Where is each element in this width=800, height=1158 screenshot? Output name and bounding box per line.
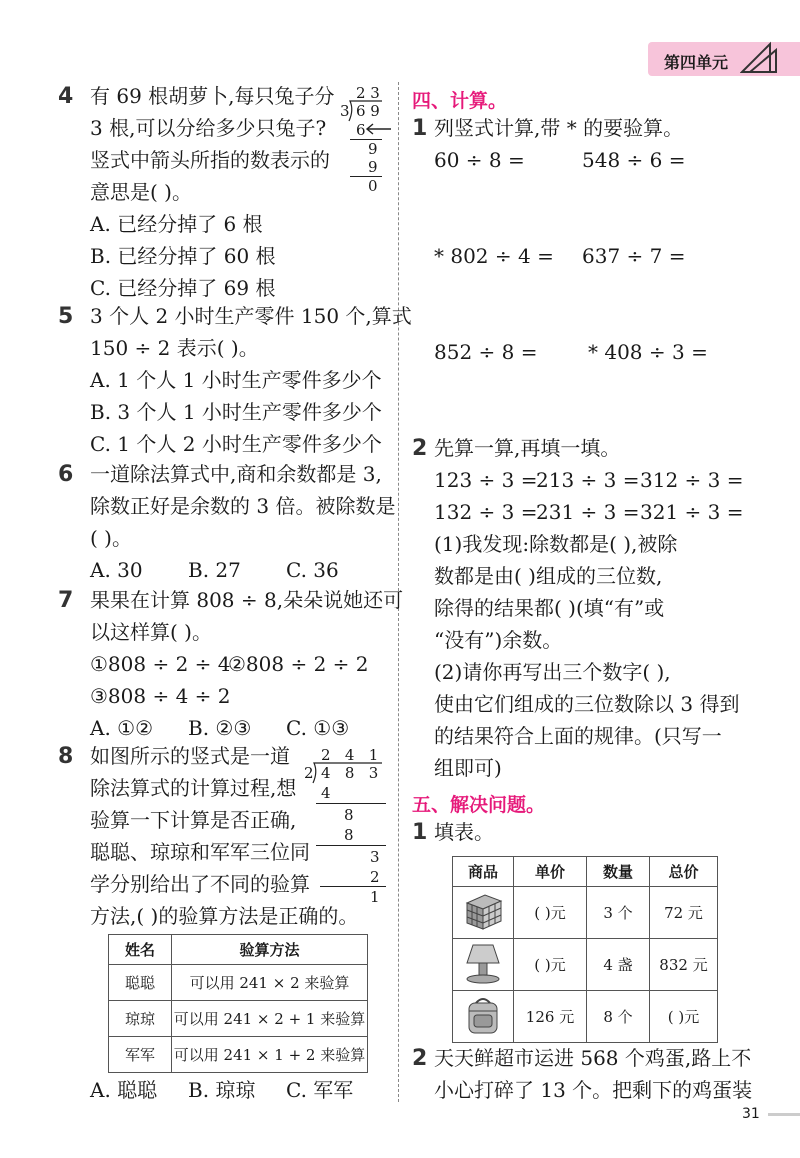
q4-line-4: 意思是( )。 bbox=[90, 180, 192, 204]
s4-q2-expr-3: 312 ÷ 3 = bbox=[640, 468, 744, 492]
table-row bbox=[109, 935, 368, 965]
table-header-method: 验算方法 bbox=[172, 935, 368, 965]
s4-q1-expr-2: 548 ÷ 6 = bbox=[582, 148, 686, 172]
product-table bbox=[452, 856, 718, 1043]
q4-divisor: 3 bbox=[340, 102, 350, 120]
s4-q2-line-6: 使由它们组成的三位数除以 3 得到 bbox=[434, 692, 740, 716]
q8-option-a: A. 聪聪 bbox=[90, 1078, 158, 1102]
s4-q2-expr-4: 132 ÷ 3 = bbox=[434, 500, 538, 524]
table-cell: 126 元 bbox=[514, 991, 587, 1043]
s4-q2-number: 2 bbox=[412, 436, 428, 461]
q8-rule-2 bbox=[316, 845, 386, 846]
q5-option-b: B. 3 个人 1 小时生产零件多少个 bbox=[90, 400, 382, 424]
s4-q1-expr-3: * 802 ÷ 4 = bbox=[434, 244, 554, 268]
page-number-bar bbox=[768, 1113, 800, 1116]
q7-item-3: ③808 ÷ 4 ÷ 2 bbox=[90, 684, 231, 708]
table-cell: 可以用 241 × 1 + 2 来验算 bbox=[172, 1037, 368, 1073]
lamp-icon bbox=[453, 939, 514, 991]
q8-line-4: 聪聪、琼琼和军军三位同 bbox=[90, 840, 310, 864]
q8-rule-3 bbox=[320, 886, 386, 887]
table-cell: 琼琼 bbox=[109, 1001, 172, 1037]
q6-option-a: A. 30 bbox=[90, 558, 143, 582]
q7-line-2: 以这样算( )。 bbox=[90, 620, 212, 644]
s4-q1-expr-5: 852 ÷ 8 = bbox=[434, 340, 538, 364]
q8-line-3: 验算一下计算是否正确, bbox=[90, 808, 297, 832]
q8-line-1: 如图所示的竖式是一道 bbox=[90, 744, 290, 768]
q8-line-5: 学分别给出了不同的验算 bbox=[90, 872, 310, 896]
table-row bbox=[453, 887, 718, 939]
q4-step-4: 0 bbox=[368, 177, 378, 195]
s5-q2-line-2: 小心打碎了 13 个。把剩下的鸡蛋装 bbox=[434, 1078, 753, 1102]
q8-number: 8 bbox=[58, 744, 74, 769]
table-cell: 8 个 bbox=[587, 991, 650, 1043]
q7-option-b: B. ②③ bbox=[188, 716, 252, 740]
table-cell: ( )元 bbox=[514, 887, 587, 939]
section-5-title: 五、解决问题。 bbox=[412, 794, 546, 816]
table-cell: 832 元 bbox=[650, 939, 718, 991]
q8-option-b: B. 琼琼 bbox=[188, 1078, 256, 1102]
q4-step-2: 9 bbox=[368, 140, 378, 158]
q5-option-c: C. 1 个人 2 小时生产零件多少个 bbox=[90, 432, 382, 456]
table-row bbox=[453, 991, 718, 1043]
q4-number: 4 bbox=[58, 84, 74, 109]
s4-q2-line-8: 组即可) bbox=[434, 756, 502, 780]
table-header-name: 姓名 bbox=[109, 935, 172, 965]
section-4-title: 四、计算。 bbox=[412, 90, 508, 112]
q4-step-3: 9 bbox=[368, 158, 378, 176]
q5-option-a: A. 1 个人 1 小时生产零件多少个 bbox=[90, 368, 382, 392]
table-header-total: 总价 bbox=[650, 857, 718, 887]
s4-q2-line-3: 除得的结果都( )(填“有”或 bbox=[434, 596, 665, 620]
q4-quotient: 2 3 bbox=[356, 84, 380, 102]
q8-step-5: 2 bbox=[370, 868, 380, 886]
q8-step-3: 8 bbox=[344, 826, 354, 844]
s4-q1-number: 1 bbox=[412, 116, 428, 141]
arrow-left-icon bbox=[364, 122, 392, 136]
q6-line-2: 除数正好是余数的 3 倍。被除数是 bbox=[90, 494, 396, 518]
table-cell: 可以用 241 × 2 来验算 bbox=[172, 965, 368, 1001]
q4-option-b: B. 已经分掉了 60 根 bbox=[90, 244, 276, 268]
table-cell: 4 盏 bbox=[587, 939, 650, 991]
page-number: 31 bbox=[742, 1106, 760, 1122]
q8-step-6: 1 bbox=[370, 888, 380, 906]
q4-option-c: C. 已经分掉了 69 根 bbox=[90, 276, 276, 300]
table-cell: 3 个 bbox=[587, 887, 650, 939]
s4-q2-line-7: 的结果符合上面的规律。(只写一 bbox=[434, 724, 722, 748]
table-row bbox=[109, 1001, 368, 1037]
q7-option-a: A. ①② bbox=[90, 716, 154, 740]
unit-title: 第四单元 bbox=[664, 53, 729, 72]
s5-q2-line-1: 天天鲜超市运进 568 个鸡蛋,路上不 bbox=[434, 1046, 752, 1070]
q6-option-b: B. 27 bbox=[188, 558, 241, 582]
s4-q1-expr-1: 60 ÷ 8 = bbox=[434, 148, 525, 172]
s4-q1-text: 列竖式计算,带 * 的要验算。 bbox=[434, 116, 684, 140]
table-cell: 72 元 bbox=[650, 887, 718, 939]
q8-divisor: 2 bbox=[304, 764, 314, 782]
table-cell: ( )元 bbox=[650, 991, 718, 1043]
ruler-icon bbox=[740, 40, 780, 74]
table-header-quantity: 数量 bbox=[587, 857, 650, 887]
s5-q2-number: 2 bbox=[412, 1046, 428, 1071]
q6-line-1: 一道除法算式中,商和余数都是 3, bbox=[90, 462, 382, 486]
q7-item-1: ①808 ÷ 2 ÷ 4 bbox=[90, 652, 231, 676]
table-row bbox=[453, 857, 718, 887]
q4-line-3: 竖式中箭头所指的数表示的 bbox=[90, 148, 330, 172]
q4-dividend: 6 9 bbox=[356, 102, 380, 120]
s4-q1-expr-6: * 408 ÷ 3 = bbox=[588, 340, 708, 364]
s4-q2-expr-1: 123 ÷ 3 = bbox=[434, 468, 538, 492]
table-cell: 聪聪 bbox=[109, 965, 172, 1001]
q8-rule-1 bbox=[316, 803, 386, 804]
table-cell: ( )元 bbox=[514, 939, 587, 991]
q8-method-table bbox=[108, 934, 368, 1073]
s4-q2-line-2: 数都是由( )组成的三位数, bbox=[434, 564, 663, 588]
s4-q2-expr-5: 231 ÷ 3 = bbox=[536, 500, 640, 524]
q8-step-2: 8 bbox=[344, 806, 354, 824]
q8-option-c: C. 军军 bbox=[286, 1078, 354, 1102]
s4-q2-expr-6: 321 ÷ 3 = bbox=[640, 500, 744, 524]
q8-step-1: 4 bbox=[321, 784, 331, 802]
s5-q1-text: 填表。 bbox=[434, 820, 494, 844]
s4-q2-text: 先算一算,再填一填。 bbox=[434, 436, 621, 460]
s4-q2-line-5: (2)请你再写出三个数字( ), bbox=[434, 660, 671, 684]
q4-line-2: 3 根,可以分给多少只兔子? bbox=[90, 116, 327, 140]
q6-line-3: ( )。 bbox=[90, 526, 132, 550]
s4-q2-expr-2: 213 ÷ 3 = bbox=[536, 468, 640, 492]
table-header-unit-price: 单价 bbox=[514, 857, 587, 887]
q8-step-4: 3 bbox=[370, 848, 380, 866]
q6-option-c: C. 36 bbox=[286, 558, 339, 582]
table-row bbox=[109, 965, 368, 1001]
q6-number: 6 bbox=[58, 462, 74, 487]
q4-line-1: 有 69 根胡萝卜,每只兔子分 bbox=[90, 84, 335, 108]
table-cell: 军军 bbox=[109, 1037, 172, 1073]
s4-q1-expr-4: 637 ÷ 7 = bbox=[582, 244, 686, 268]
q4-option-a: A. 已经分掉了 6 根 bbox=[90, 212, 263, 236]
q7-item-2: ②808 ÷ 2 ÷ 2 bbox=[228, 652, 369, 676]
q8-line-2: 除法算式的计算过程,想 bbox=[90, 776, 297, 800]
backpack-icon bbox=[453, 991, 514, 1043]
cube-icon bbox=[453, 887, 514, 939]
q7-number: 7 bbox=[58, 588, 74, 613]
s4-q2-line-4: “没有”)余数。 bbox=[434, 628, 563, 652]
q7-line-1: 果果在计算 808 ÷ 8,朵朵说她还可 bbox=[90, 588, 404, 612]
s5-q1-number: 1 bbox=[412, 820, 428, 845]
s4-q2-line-1: (1)我发现:除数都是( ),被除 bbox=[434, 532, 678, 556]
q5-line-1: 3 个人 2 小时生产零件 150 个,算式 bbox=[90, 304, 412, 328]
q5-number: 5 bbox=[58, 304, 74, 329]
q8-dividend: 4 8 3 bbox=[321, 764, 379, 782]
table-row bbox=[109, 1037, 368, 1073]
q5-line-2: 150 ÷ 2 表示( )。 bbox=[90, 336, 259, 360]
table-row bbox=[453, 939, 718, 991]
table-header-product: 商品 bbox=[453, 857, 514, 887]
q4-step-1: 6 bbox=[356, 121, 366, 139]
q8-quotient: 2 4 1 bbox=[321, 746, 379, 764]
q7-option-c: C. ①③ bbox=[286, 716, 350, 740]
q8-line-6: 方法,( )的验算方法是正确的。 bbox=[90, 904, 359, 928]
table-cell: 可以用 241 × 2 + 1 来验算 bbox=[172, 1001, 368, 1037]
